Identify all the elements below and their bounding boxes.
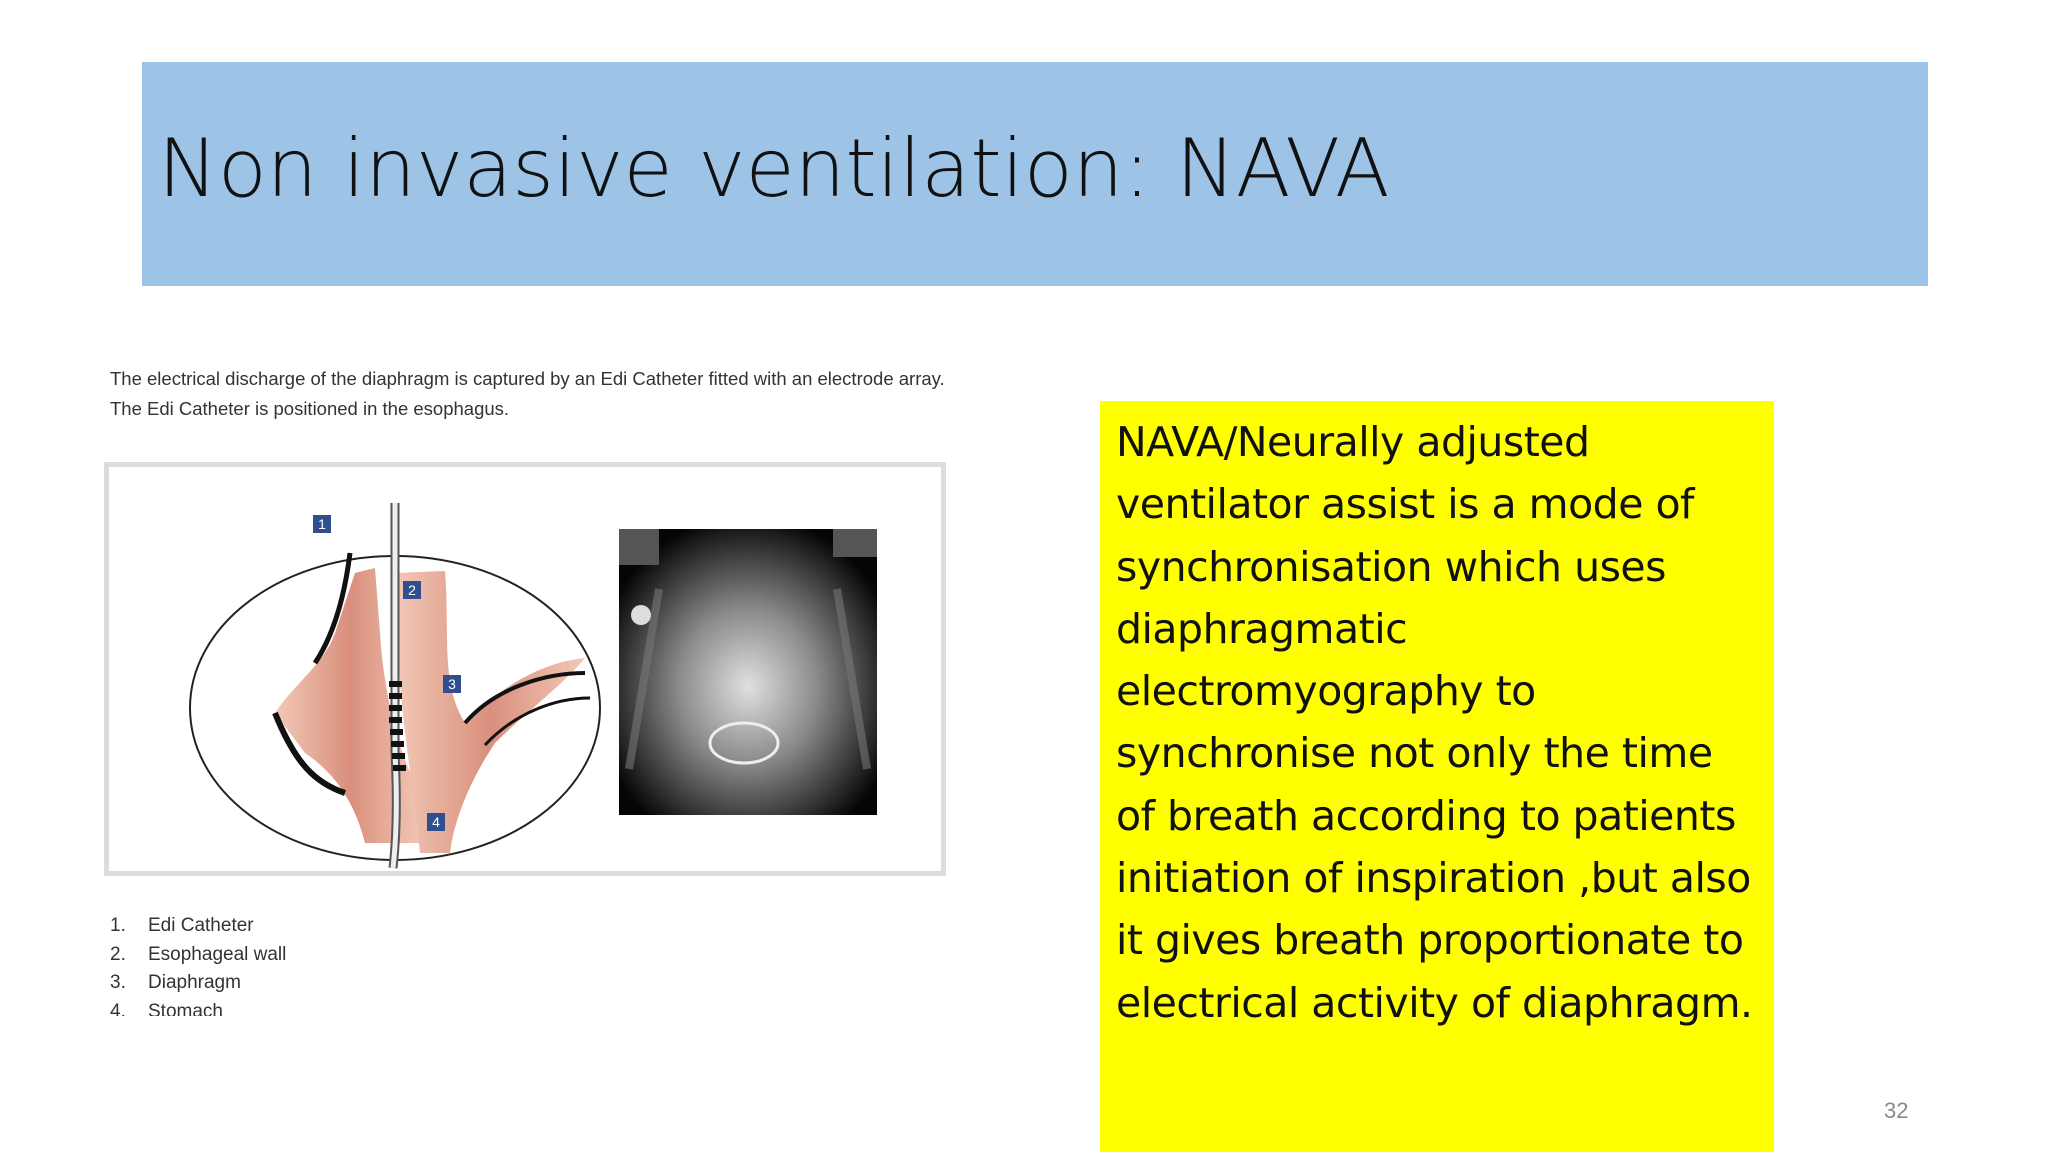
svg-text:3: 3 <box>448 676 456 692</box>
callout-box <box>1100 401 1774 1152</box>
figure-caption: The electrical discharge of the diaphragm is captured by an Edi Catheter fitted with an electrode array. The Edi Catheter is positioned in the esophagus. <box>110 368 945 419</box>
marker-2 <box>403 581 421 599</box>
page-number: 32 <box>1884 1098 1909 1123</box>
marker-4 <box>427 813 445 831</box>
svg-text:1: 1 <box>318 516 326 532</box>
marker-3 <box>443 675 461 693</box>
figure-legend <box>110 912 430 1016</box>
title-band <box>142 62 1928 286</box>
legend-item: 1. Edi Catheter <box>110 915 254 936</box>
chest-xray-image <box>619 529 877 815</box>
legend-item: 2. Esophageal wall <box>110 943 287 965</box>
svg-text:2: 2 <box>408 582 416 598</box>
svg-text:4: 4 <box>432 814 440 830</box>
legend-item: 3. Diaphragm <box>110 972 241 993</box>
legend-item: 4. Stomach <box>110 1000 223 1016</box>
figure-frame <box>104 462 946 876</box>
callout-text: NAVA/Neurally adjusted ventilator assist is a mode of synchronisation which uses diaphragmatic electromyography to synchronise not only the time of breath according to patients initiation of inspiration ,but also it gives breath proportionate to electrical activity of diaphragm. <box>1116 418 1753 1027</box>
marker-1 <box>313 515 331 533</box>
slide-title: Non invasive ventilation: NAVA <box>158 122 1390 215</box>
